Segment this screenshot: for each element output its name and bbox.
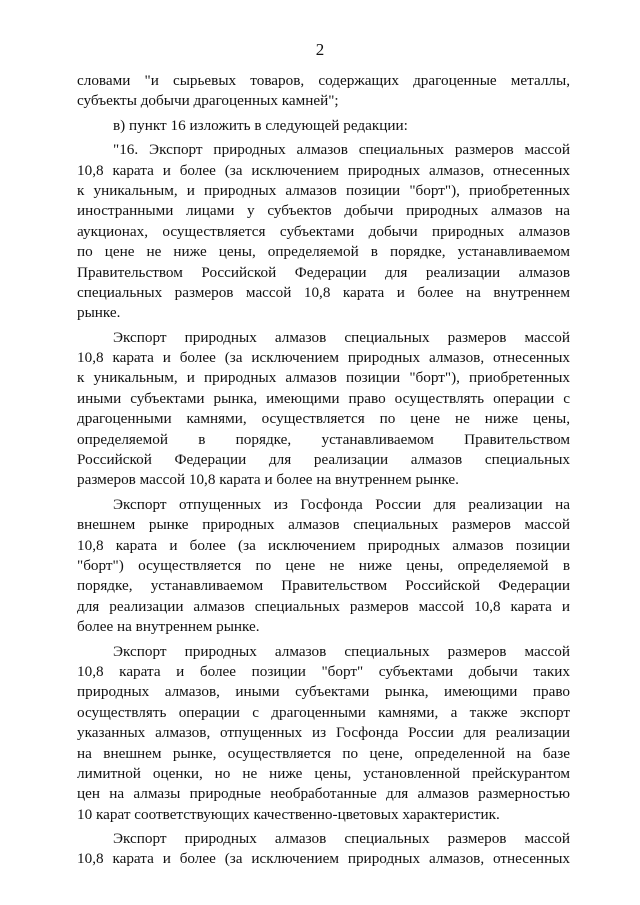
text-line: 10,8 карата и более (за исключением природных алмазов, отнесенных <box>77 850 570 868</box>
text-line: внешнем рынке природных алмазов специальных размеров массой <box>77 516 570 534</box>
text-line: 10,8 карата и более (за исключением природных алмазов позиции <box>77 536 570 554</box>
text-line: драгоценными камнями, осуществляется по цене не ниже цены, <box>77 410 570 428</box>
text-line: цен на алмазы природные необработанные для алмазов размерностью <box>77 785 570 803</box>
text-line: Правительством Российской Федерации для реализации алмазов <box>77 263 570 281</box>
paragraph <box>77 495 570 638</box>
paragraph <box>77 116 570 136</box>
text-line: осуществлять операции с драгоценными камнями, а также экспорт <box>77 703 570 721</box>
text-line: к уникальным, и природных алмазов позиции "борт"), приобретенных <box>77 181 570 199</box>
text-line: иными субъектами рынка, имеющими право осуществлять операции с <box>77 389 570 407</box>
text-line: специальных размеров массой 10,8 карата и более на внутреннем <box>77 283 570 301</box>
text-line: "борт") осуществляется по цене не ниже цены, определяемой в <box>77 556 570 574</box>
text-line: Российской Федерации для реализации алмазов специальных <box>77 451 570 469</box>
paragraph <box>77 71 570 112</box>
text-line: к уникальным, и природных алмазов позиции "борт"), приобретенных <box>77 369 570 387</box>
text-line: аукционах, осуществляется субъектами добычи природных алмазов <box>77 222 570 240</box>
text-line: 10,8 карата и более (за исключением природных алмазов, отнесенных <box>77 349 570 367</box>
paragraph <box>77 829 570 870</box>
text-line: для реализации алмазов специальных размеров массой 10,8 карата и <box>77 597 570 615</box>
text-line: размеров массой 10,8 карата и более на внутреннем рынке. <box>77 471 459 489</box>
page-number: 2 <box>315 40 325 59</box>
text-line: на внешнем рынке, осуществляется по цене, определенной на базе <box>77 744 570 762</box>
text-line: Экспорт природных алмазов специальных размеров массой <box>113 642 570 660</box>
text-line: 10,8 карата и более (за исключением природных алмазов, отнесенных <box>77 161 570 179</box>
text-line: 10 карат соответствующих качественно-цветовых характеристик. <box>77 805 500 823</box>
text-line: Экспорт отпущенных из Госфонда России для реализации на <box>113 495 570 513</box>
text-line: более на внутреннем рынке. <box>77 618 260 636</box>
text-line: определяемой в порядке, устанавливаемом Правительством <box>77 430 570 448</box>
text-line: по цене не ниже цены, определяемой в порядке, устанавливаемом <box>77 243 570 261</box>
text-line: "16. Экспорт природных алмазов специальных размеров массой <box>113 141 570 159</box>
document-body <box>77 71 570 874</box>
paragraph <box>77 642 570 826</box>
text-line: порядке, устанавливаемом Правительством Российской Федерации <box>77 577 570 595</box>
paragraph <box>77 140 570 324</box>
text-line: в) пункт 16 изложить в следующей редакции: <box>113 116 408 134</box>
text-line: природных алмазов, иными субъектами рынка, имеющими право <box>77 683 570 701</box>
text-line: лимитной оценки, но не ниже цены, установленной прейскурантом <box>77 764 570 782</box>
text-line: словами "и сырьевых товаров, содержащих драгоценные металлы, <box>77 72 570 89</box>
text-line: указанных алмазов, отпущенных из Госфонда России для реализации <box>77 724 570 742</box>
paragraph <box>77 328 570 491</box>
text-line: Экспорт природных алмазов специальных размеров массой <box>113 328 570 346</box>
text-line: субъекты добычи драгоценных камней"; <box>77 92 339 110</box>
text-line: рынке. <box>77 304 121 322</box>
text-line: Экспорт природных алмазов специальных размеров массой <box>113 830 570 848</box>
text-line: 10,8 карата и более позиции "борт" субъектами добычи таких <box>77 662 570 680</box>
text-line: иностранными лицами у субъектов добычи природных алмазов на <box>77 202 570 220</box>
